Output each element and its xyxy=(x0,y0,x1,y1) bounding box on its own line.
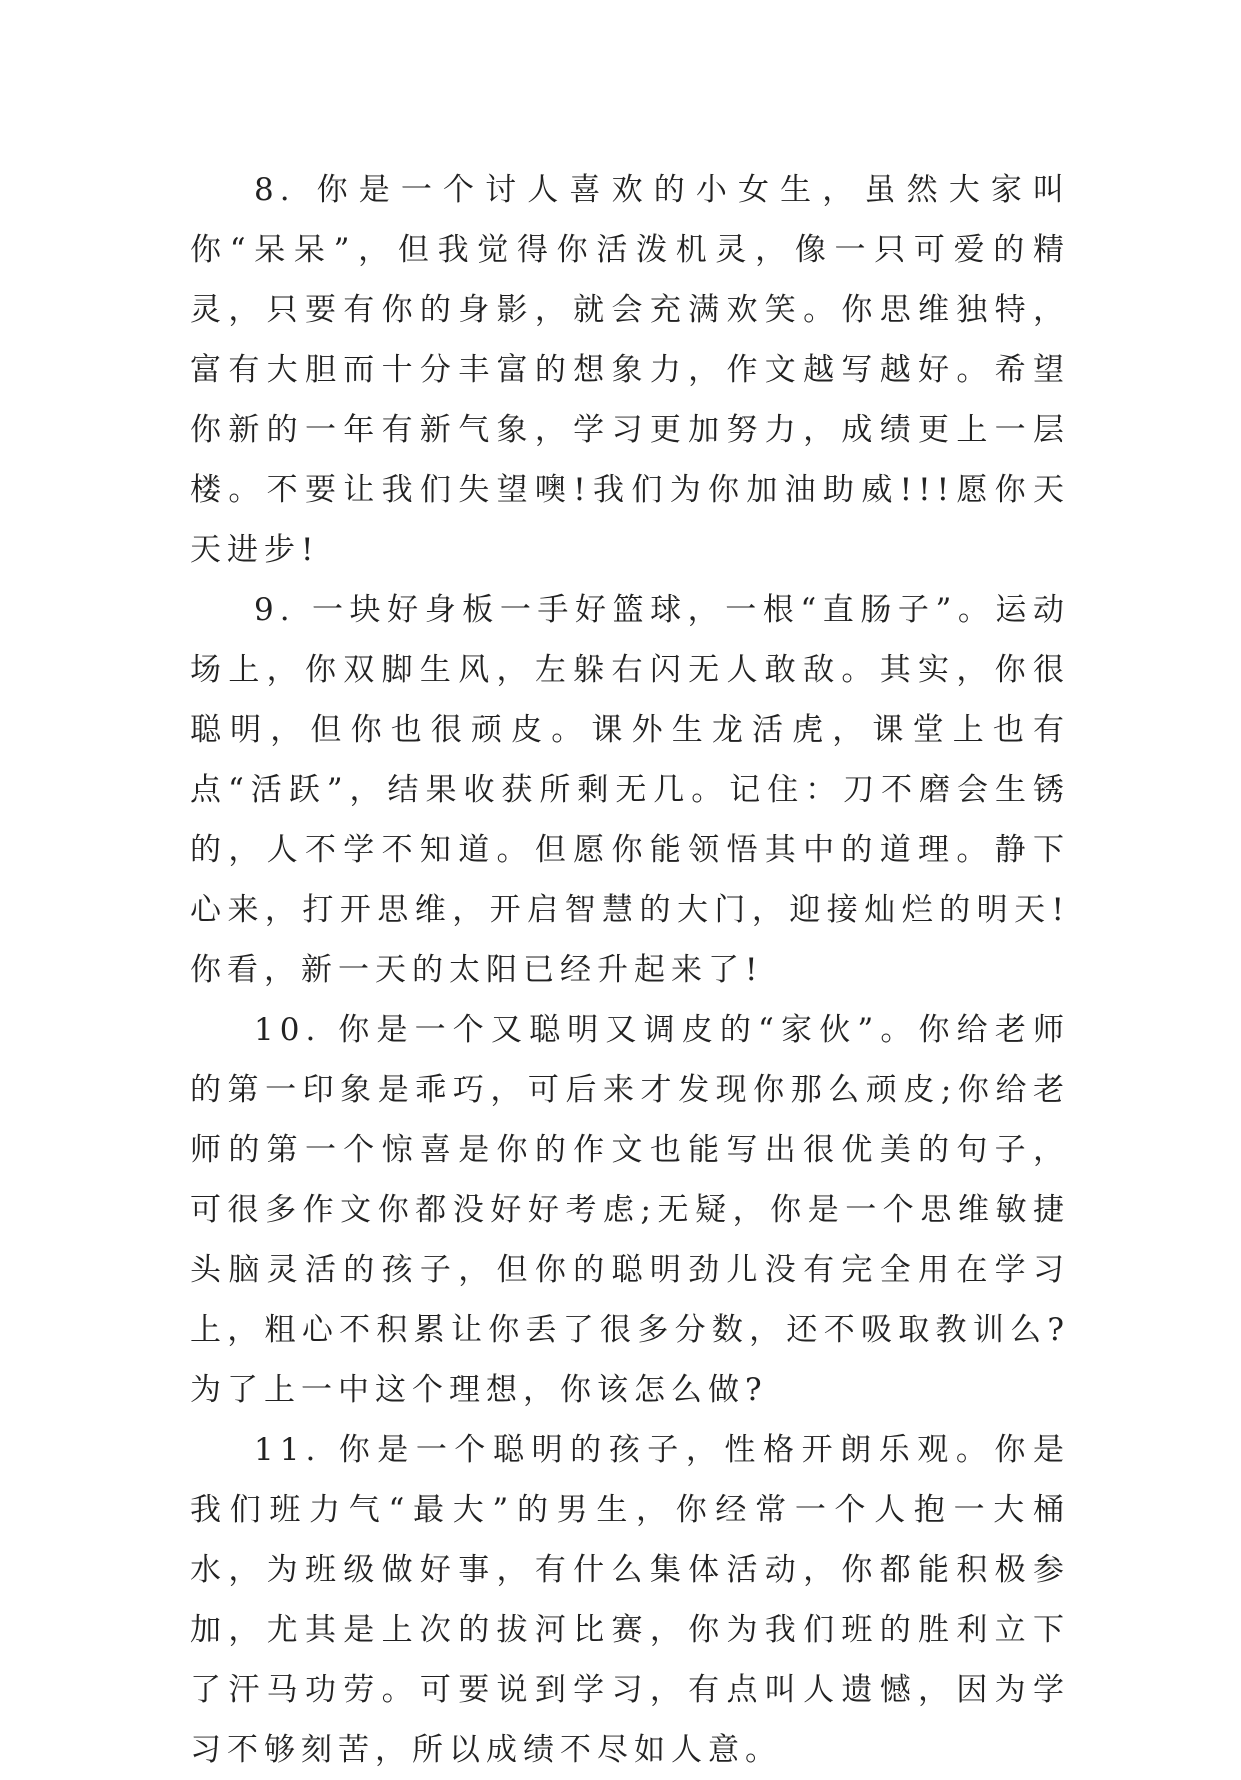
paragraph-10: 10. 你是一个又聪明又调皮的“家伙”。你给老师的第一印象是乖巧，可后来才发现你那么顽皮;你给老师的第一个惊喜是你的作文也能写出很优美的句子，可很多作文你都没好好考虑;无疑，你是一个思维敏捷头脑灵活的孩子，但你的聪明劲儿没有完全用在学习上，粗心不积累让你丢了很多分数，还不吸取教训么?为了上一中这个理想，你该怎么做? xyxy=(190,1012,1070,1408)
paragraph-8: 8. 你是一个讨人喜欢的小女生，虽然大家叫你“呆呆”，但我觉得你活泼机灵，像一只可爱的精灵，只要有你的身影，就会充满欢笑。你思维独特，富有大胆而十分丰富的想象力，作文越写越好。希望你新的一年有新气象，学习更加努力，成绩更上一层楼。不要让我们失望噢!我们为你加油助威!!!愿你天天进步! xyxy=(190,172,1070,568)
paragraph-9: 9. 一块好身板一手好篮球，一根“直肠子”。运动场上，你双脚生风，左躲右闪无人敢敌。其实，你很聪明，但你也很顽皮。课外生龙活虎，课堂上也有点“活跃”，结果收获所剩无几。记住：刀不磨会生锈的，人不学不知道。但愿你能领悟其中的道理。静下心来，打开思维，开启智慧的大门，迎接灿烂的明天!你看，新一天的太阳已经升起来了! xyxy=(190,592,1070,988)
document-body xyxy=(190,160,1070,1780)
paragraph-11: 11. 你是一个聪明的孩子，性格开朗乐观。你是我们班力气“最大”的男生，你经常一个人抱一大桶水，为班级做好事，有什么集体活动，你都能积极参加，尤其是上次的拔河比赛，你为我们班的胜利立下了汗马功劳。可要说到学习，有点叫人遗憾，因为学习不够刻苦，所以成绩不尽如人意。 xyxy=(190,1432,1070,1768)
